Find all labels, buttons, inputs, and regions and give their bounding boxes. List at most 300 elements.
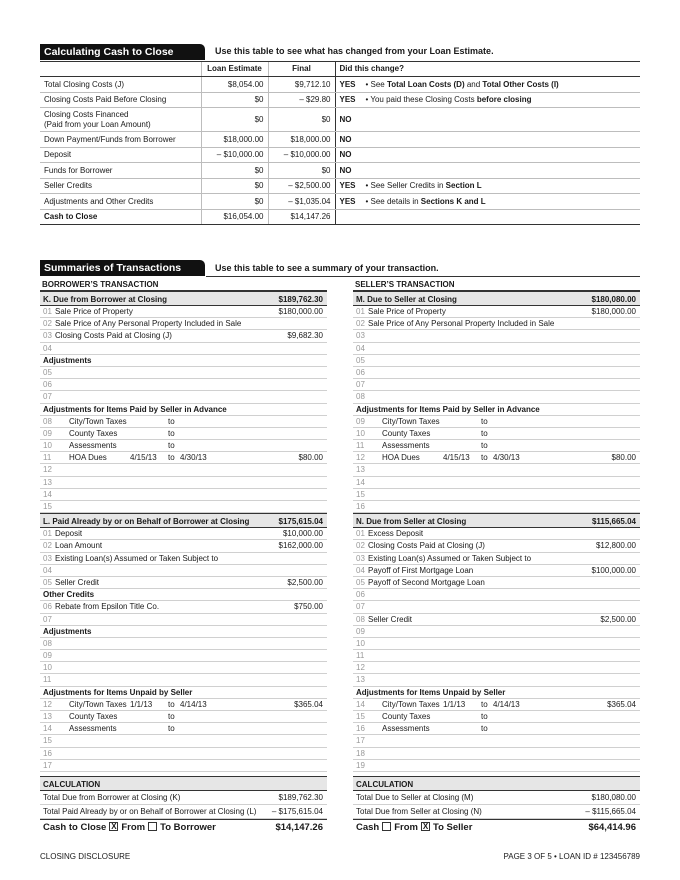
line-amount: $80.00	[298, 453, 323, 463]
cash-to-close-row	[40, 163, 640, 179]
line-item	[40, 735, 327, 747]
line-number: 01	[43, 529, 52, 539]
change-note-mid: and	[464, 79, 483, 89]
calculation-amount: $180,080.00	[591, 792, 636, 802]
calculation-label: Total Due from Seller at Closing (N)	[356, 806, 482, 816]
header-item	[40, 62, 201, 77]
line-number: 04	[43, 343, 52, 353]
line-label: Sale Price of Any Personal Property Included in Sale	[368, 319, 555, 329]
line-amount: $162,000.00	[278, 541, 323, 551]
transaction-heading: SELLER’S TRANSACTION	[353, 278, 640, 291]
line-item	[353, 477, 640, 489]
change-cell	[335, 147, 640, 163]
row-label-text: Deposit	[44, 150, 72, 159]
transaction-heading: BORROWER’S TRANSACTION	[40, 278, 327, 291]
row-label	[40, 92, 201, 108]
change-answer: YES	[339, 181, 356, 190]
line-to: to	[481, 724, 488, 734]
line-item	[40, 477, 327, 489]
from-checkbox[interactable]	[382, 822, 391, 831]
line-item	[40, 391, 327, 403]
line-label: Sale Price of Property	[368, 307, 446, 316]
line-number: 04	[356, 565, 365, 575]
line-number: 07	[43, 392, 52, 402]
calculation-amount: $189,762.30	[278, 792, 323, 802]
row-label	[40, 194, 201, 210]
line-item	[40, 528, 327, 540]
cash-to-close-row	[40, 77, 640, 93]
total-change-cell	[335, 209, 640, 225]
line-number: 18	[356, 748, 365, 758]
final-value: $0	[268, 163, 335, 179]
line-number: 01	[356, 307, 365, 316]
calculation-row	[353, 805, 640, 819]
line-item	[40, 674, 327, 686]
change-cell	[335, 132, 640, 148]
line-to: to	[481, 428, 488, 438]
calculation-label: Total Due to Seller at Closing (M)	[356, 792, 474, 802]
calculation-amount: – $115,665.04	[585, 806, 636, 816]
line-amount: $365.04	[607, 699, 636, 709]
line-item	[353, 318, 640, 330]
line-number: 16	[43, 748, 52, 758]
line-number: 05	[43, 367, 52, 377]
line-number: 02	[356, 541, 365, 551]
line-number: 10	[43, 441, 52, 451]
line-item	[40, 379, 327, 391]
line-item	[353, 699, 640, 711]
row-label-text: Adjustments and Other Credits	[44, 196, 154, 206]
line-number: 06	[43, 602, 52, 612]
line-number: 06	[356, 590, 365, 600]
line-number: 04	[43, 565, 52, 575]
loan-estimate-value: $8,054.00	[201, 77, 268, 93]
line-number: 09	[356, 626, 365, 636]
section-total: $115,665.04	[591, 517, 636, 527]
line-item	[40, 489, 327, 501]
summaries-title: Summaries of Transactions	[40, 260, 205, 276]
line-number: 06	[356, 367, 365, 377]
cash-to-close-row	[40, 108, 640, 132]
line-item	[353, 379, 640, 391]
line-number: 14	[356, 699, 365, 709]
line-label: City/Town Taxes	[382, 699, 440, 709]
line-item	[353, 489, 640, 501]
line-from-date: 4/15/13	[443, 453, 470, 463]
total-loan-estimate: $16,054.00	[201, 209, 268, 225]
line-number: 08	[356, 392, 365, 402]
line-item	[40, 565, 327, 577]
line-number: 13	[356, 465, 365, 475]
line-label: Closing Costs Paid at Closing (J)	[55, 331, 172, 341]
line-item	[40, 306, 327, 318]
line-label: Excess Deposit	[368, 529, 424, 539]
calculation-label: Total Paid Already by or on Behalf of Borrower at Closing (L)	[43, 806, 257, 816]
change-note-bold-2: Total Other Costs (I)	[482, 79, 559, 89]
line-item	[353, 674, 640, 686]
line-label: Closing Costs Paid at Closing (J)	[368, 541, 485, 551]
footer-right: PAGE 3 OF 5 • LOAN ID # 123456789	[503, 852, 640, 861]
line-number: 16	[356, 502, 365, 511]
adjustments-label: Adjustments	[40, 355, 327, 367]
line-item	[353, 760, 640, 772]
other-credits-label: Other Credits	[40, 589, 327, 601]
line-to-date: 4/30/13	[493, 453, 520, 463]
change-answer: NO	[339, 165, 352, 175]
line-to: to	[168, 453, 175, 463]
loan-estimate-value: $0	[201, 178, 268, 194]
line-label: Seller Credit	[55, 577, 100, 587]
change-note-bold: Total Loan Costs (D)	[386, 79, 465, 89]
line-number: 10	[43, 663, 52, 673]
cash-result-row	[353, 819, 640, 834]
line-item	[353, 428, 640, 440]
line-item	[353, 540, 640, 552]
line-number: 05	[356, 577, 365, 587]
row-label-text: Funds for Borrower	[44, 165, 113, 175]
line-number: 14	[43, 724, 52, 734]
section-title: M. Due to Seller at Closing	[356, 295, 457, 304]
change-note: • See	[365, 79, 387, 89]
line-item	[353, 343, 640, 355]
line-item	[353, 416, 640, 428]
line-amount: $180,000.00	[278, 307, 323, 316]
line-number: 16	[356, 724, 365, 734]
section-title: K. Due from Borrower at Closing	[43, 295, 168, 304]
section-total: $189,762.30	[278, 295, 323, 304]
line-amount: $80.00	[611, 453, 636, 463]
section-k-header	[40, 291, 327, 306]
adjustments-label: Adjustments	[40, 626, 327, 638]
line-to: to	[168, 699, 175, 709]
to-label: To Borrower	[160, 821, 216, 833]
line-label: Existing Loan(s) Assumed or Taken Subject to	[368, 553, 532, 563]
line-item	[40, 540, 327, 552]
line-label: Sale Price of Any Personal Property Included in Sale	[55, 319, 242, 329]
line-number: 19	[356, 760, 365, 770]
row-label	[40, 178, 201, 194]
final-value: $9,712.10	[268, 77, 335, 93]
loan-estimate-value: $0	[201, 108, 268, 132]
change-answer: YES	[339, 196, 356, 206]
change-cell	[335, 178, 640, 194]
row-label	[40, 147, 201, 163]
line-item	[353, 577, 640, 589]
line-item	[40, 638, 327, 650]
line-item	[353, 626, 640, 638]
line-amount: $2,500.00	[600, 614, 636, 624]
line-label: City/Town Taxes	[69, 699, 127, 709]
line-to: to	[481, 712, 488, 721]
line-item	[353, 735, 640, 747]
line-from-date: 1/1/13	[443, 699, 466, 709]
calculation-row	[40, 805, 327, 819]
line-label: Rebate from Epsilon Title Co.	[55, 602, 160, 612]
line-number: 09	[43, 428, 52, 438]
row-label	[40, 108, 201, 132]
line-item	[40, 452, 327, 464]
final-value: – $10,000.00	[268, 147, 335, 163]
line-number: 17	[356, 736, 365, 746]
line-label: Assessments	[382, 724, 430, 734]
line-item	[353, 355, 640, 367]
to-checkbox[interactable]	[148, 822, 157, 831]
line-number: 14	[43, 489, 52, 499]
line-item	[40, 748, 327, 760]
line-number: 03	[43, 553, 52, 563]
line-number: 12	[43, 465, 52, 475]
advance-adjustments-label: Adjustments for Items Paid by Seller in Advance	[40, 404, 327, 416]
line-number: 12	[43, 699, 52, 709]
line-number: 02	[43, 541, 52, 551]
calculation-row	[353, 791, 640, 805]
line-item	[40, 760, 327, 772]
line-number: 01	[43, 307, 52, 316]
line-to: to	[168, 724, 175, 734]
from-checkbox[interactable]: X	[111, 821, 117, 831]
total-label: Cash to Close	[40, 209, 201, 225]
row-label	[40, 163, 201, 179]
line-item	[353, 452, 640, 464]
line-item	[40, 662, 327, 674]
row-label-text-2: (Paid from your Loan Amount)	[44, 119, 151, 129]
line-label: County Taxes	[382, 712, 431, 721]
line-number: 08	[356, 614, 365, 624]
section-total: $175,615.04	[278, 517, 323, 527]
final-value: $18,000.00	[268, 132, 335, 148]
header-final: Final	[268, 62, 335, 77]
line-number: 12	[356, 663, 365, 673]
cash-result-row	[40, 819, 327, 834]
line-item	[40, 367, 327, 379]
cash-to-close-row	[40, 92, 640, 108]
line-from-date: 1/1/13	[130, 699, 153, 709]
line-label: HOA Dues	[69, 453, 107, 463]
total-final: $14,147.26	[268, 209, 335, 225]
loan-estimate-value: $0	[201, 194, 268, 210]
line-label: Payoff of Second Mortgage Loan	[368, 577, 485, 587]
change-answer: NO	[339, 114, 352, 124]
line-item	[353, 464, 640, 476]
change-answer: YES	[339, 95, 356, 104]
line-amount: $12,800.00	[595, 541, 636, 551]
cash-result-label: Cash to Close	[43, 821, 107, 833]
line-to-date: 4/14/13	[180, 699, 207, 709]
header-loan-estimate: Loan Estimate	[201, 62, 268, 77]
line-item	[40, 440, 327, 452]
cash-to-close-title: Calculating Cash to Close	[40, 44, 205, 60]
change-note: • You paid these Closing Costs	[365, 95, 477, 104]
line-label: City/Town Taxes	[382, 416, 440, 426]
cash-to-close-table	[40, 61, 640, 225]
line-number: 13	[43, 477, 52, 487]
section-n-header	[353, 513, 640, 528]
to-label: To Seller	[432, 821, 473, 833]
calculation-row	[40, 791, 327, 805]
cash-to-close-row	[40, 147, 640, 163]
line-number: 08	[43, 416, 52, 426]
line-number: 03	[356, 553, 365, 563]
line-label: County Taxes	[69, 428, 118, 438]
calculation-heading: CALCULATION	[40, 776, 327, 791]
line-item	[353, 638, 640, 650]
change-note: • See Seller Credits in	[365, 181, 446, 190]
cash-to-close-row	[40, 178, 640, 194]
line-number: 09	[356, 416, 365, 426]
row-label	[40, 132, 201, 148]
calculation-amount: – $175,615.04	[271, 806, 323, 816]
change-cell	[335, 108, 640, 132]
loan-estimate-value: $0	[201, 92, 268, 108]
line-item	[353, 565, 640, 577]
line-item	[353, 662, 640, 674]
line-item	[353, 650, 640, 662]
line-number: 02	[356, 319, 365, 329]
line-number: 03	[43, 331, 52, 341]
final-value: – $29.80	[268, 92, 335, 108]
line-number: 11	[43, 453, 52, 463]
line-number: 07	[356, 602, 365, 612]
line-item	[353, 501, 640, 513]
line-number: 17	[43, 760, 52, 770]
line-number: 10	[356, 428, 365, 438]
unpaid-adjustments-label: Adjustments for Items Unpaid by Seller	[40, 687, 327, 699]
line-number: 02	[43, 319, 52, 329]
calculation-heading: CALCULATION	[353, 776, 640, 791]
line-label: Deposit	[55, 529, 83, 539]
line-item	[40, 601, 327, 613]
line-item	[40, 614, 327, 626]
line-number: 11	[43, 675, 52, 685]
line-to-date: 4/14/13	[493, 699, 520, 709]
line-number: 03	[356, 331, 365, 341]
final-value: – $1,035.04	[268, 194, 335, 210]
line-number: 09	[43, 651, 52, 661]
line-item	[353, 711, 640, 723]
line-item	[353, 553, 640, 565]
cash-result-label: Cash	[356, 821, 380, 833]
line-number: 05	[356, 355, 365, 365]
section-title: N. Due from Seller at Closing	[356, 517, 467, 527]
line-number: 07	[43, 614, 52, 624]
section-m-header	[353, 291, 640, 306]
row-label	[40, 77, 201, 93]
line-to: to	[481, 416, 488, 426]
line-item	[40, 553, 327, 565]
line-number: 11	[356, 651, 365, 661]
line-number: 15	[356, 712, 365, 721]
line-amount: $100,000.00	[591, 565, 636, 575]
change-answer: NO	[339, 134, 352, 144]
line-amount: $2,500.00	[287, 577, 323, 587]
cash-to-close-row	[40, 132, 640, 148]
line-amount: $9,682.30	[287, 331, 323, 341]
line-label: Existing Loan(s) Assumed or Taken Subject to	[55, 553, 219, 563]
cash-to-close-header-row	[40, 62, 640, 77]
line-label: Assessments	[69, 441, 117, 451]
line-to: to	[168, 712, 175, 721]
line-item	[40, 318, 327, 330]
change-cell	[335, 92, 640, 108]
advance-adjustments-label: Adjustments for Items Paid by Seller in Advance	[353, 404, 640, 416]
line-item	[40, 428, 327, 440]
line-label: Payoff of First Mortgage Loan	[368, 565, 474, 575]
line-item	[40, 343, 327, 355]
line-label: Assessments	[69, 724, 117, 734]
line-to: to	[481, 699, 488, 709]
loan-estimate-value: $18,000.00	[201, 132, 268, 148]
line-label: Loan Amount	[55, 541, 103, 551]
line-number: 10	[356, 638, 365, 648]
line-item	[40, 699, 327, 711]
section-total: $180,080.00	[591, 295, 636, 304]
line-number: 13	[356, 675, 365, 685]
line-amount: $750.00	[294, 602, 323, 612]
line-item	[40, 501, 327, 513]
line-item	[40, 577, 327, 589]
change-note-bold: before closing	[476, 95, 532, 104]
line-number: 06	[43, 380, 52, 390]
line-item	[353, 528, 640, 540]
line-label: County Taxes	[69, 712, 118, 721]
line-item	[40, 416, 327, 428]
calculation-label: Total Due from Borrower at Closing (K)	[43, 792, 181, 802]
unpaid-adjustments-label: Adjustments for Items Unpaid by Seller	[353, 687, 640, 699]
line-number: 11	[356, 441, 365, 451]
cash-result-amount: $64,414.96	[588, 821, 636, 833]
line-item	[353, 614, 640, 626]
row-label-text: Closing Costs Paid Before Closing	[44, 95, 167, 104]
to-checkbox[interactable]: X	[422, 821, 429, 831]
final-value: $0	[268, 108, 335, 132]
cash-to-close-row	[40, 194, 640, 210]
line-label: City/Town Taxes	[69, 416, 127, 426]
cash-to-close-note: Use this table to see what has changed from your Loan Estimate.	[215, 46, 494, 56]
change-cell	[335, 194, 640, 210]
change-note: • See details in	[365, 196, 421, 206]
line-item	[353, 367, 640, 379]
line-item	[353, 330, 640, 342]
line-number: 13	[43, 712, 52, 721]
row-label-text: Down Payment/Funds from Borrower	[44, 134, 176, 144]
line-number: 04	[356, 343, 365, 353]
line-item	[353, 440, 640, 452]
line-number: 08	[43, 638, 52, 648]
final-value: – $2,500.00	[268, 178, 335, 194]
from-label: From	[121, 821, 146, 833]
line-number: 05	[43, 577, 52, 587]
loan-estimate-value: $0	[201, 163, 268, 179]
line-to: to	[481, 453, 488, 463]
line-to: to	[168, 441, 175, 451]
change-answer: NO	[339, 150, 352, 159]
line-amount: $10,000.00	[282, 529, 323, 539]
line-item	[353, 748, 640, 760]
line-item	[353, 723, 640, 735]
row-label-text: Seller Credits	[44, 181, 93, 190]
line-to: to	[168, 428, 175, 438]
cash-result-amount: $14,147.26	[275, 821, 323, 833]
change-note-bold: Sections K and L	[420, 196, 486, 206]
line-number: 15	[43, 502, 52, 511]
line-number: 15	[356, 489, 365, 499]
line-item	[353, 589, 640, 601]
line-to-date: 4/30/13	[180, 453, 207, 463]
summaries-rule	[206, 276, 640, 277]
change-note-bold: Section L	[445, 181, 482, 190]
section-l-header	[40, 513, 327, 528]
seller-transaction	[353, 278, 640, 834]
